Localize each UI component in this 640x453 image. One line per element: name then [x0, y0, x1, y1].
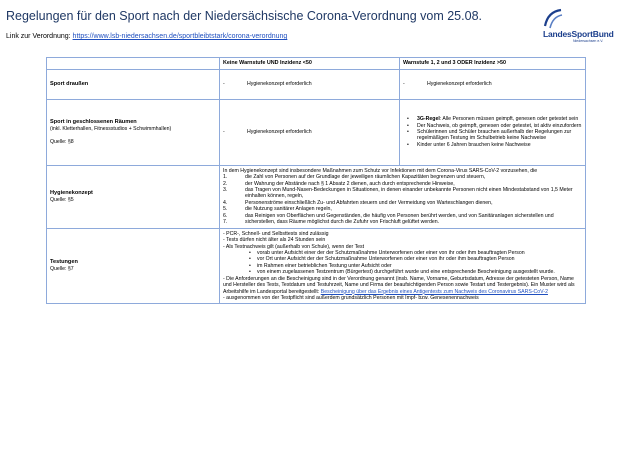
- list-item: 1. die Zahl von Personen auf der Grundlage der jeweiligen räumlichen Kapazitäten begrenzen und steuern,: [223, 174, 486, 181]
- list-item: • Der Nachweis, ob geimpft, genesen oder getestet, ist aktiv einzufordern: [415, 123, 582, 129]
- regulation-link-line: [6, 33, 287, 40]
- list-item: • von einem zugelassenen Testzentrum (Bürgertest) durchgeführt wurde und eine entsprechende Bescheinigung ausgestellt wurde.: [257, 269, 582, 275]
- header-warning-levels: Warnstufe 1, 2 und 3 ODER Inzidenz >50: [400, 58, 586, 70]
- row-label: Sport in geschlossenen Räumen: [50, 119, 137, 126]
- table-header-row: [47, 58, 586, 70]
- list-item: • im Rahmen einer betrieblichen Testung unter Aufsicht oder: [257, 263, 582, 269]
- list-item: 2. der Wahrung der Abstände nach § 1 Absatz 2 dienen, auch durch entsprechende Hinweise,: [223, 180, 455, 187]
- row-source: Quelle: §7: [50, 266, 74, 273]
- table-row-hygiene: [47, 165, 586, 228]
- logo-text: LandesSportBund: [543, 29, 614, 39]
- link-prefix: Link zur Verordnung:: [6, 33, 73, 40]
- row-label-cell: [47, 69, 220, 99]
- list-item: 3. das Tragen von Mund-Nasen-Bedeckungen in Situationen, in denen einander unbekannte Personen nicht einen Mindestabstand von 1,5 Meter einhalten können, regeln,: [223, 187, 573, 200]
- testing-line: - Tests dürfen nicht älter als 24 Stunden sein: [223, 237, 326, 244]
- table-row-sport-outdoor: [47, 69, 586, 99]
- table-row-sport-indoor: [47, 99, 586, 165]
- testing-certificate-para: - Die Anforderungen an die Bescheinigung sind in der Verordnung genannt (insb. Name, Vorname, Geburtsdatum, Adresse der getesteten Person, Name und Hersteller des Tests, Testdatum und Testuhrzeit, Name und Firma der beaufsichtigenden Person sowie Testart und Testergebnis). Ein Muster wird als Arbeitshilfe im Landesportal bereitgestellt: Bescheinigung über das Ergebnis eines Antigentests zum Nachweis des Coronavirus SARS-CoV-2: [223, 275, 575, 295]
- row-source: Quelle: §5: [50, 196, 74, 203]
- row-label: Hygienekonzept: [50, 189, 93, 196]
- row-label-cell: [47, 228, 220, 304]
- list-item: 7. sicherstellen, dass Räume möglichst durch die Zufuhr von Frischluft gelüftet werden.: [223, 219, 440, 226]
- testing-exemption: - ausgenommen von der Testpflicht sind außerdem grundsätzlich Personen mit Impf- bzw. Genesenennachweis: [223, 295, 479, 302]
- logo-swoosh-icon: [541, 8, 563, 30]
- table-row-testing: [47, 228, 586, 304]
- cell-text: Hygienekonzept erforderlich: [427, 80, 492, 87]
- testing-sublist: [223, 250, 582, 276]
- header-empty-cell: [47, 58, 220, 70]
- row-label-sub: (inkl. Kletterhallen, Fitnessstudios + Schwimmhallen): [50, 126, 172, 132]
- list-item: • 3G-Regel: Alle Personen müssen geimpft, genesen oder getestet sein: [415, 116, 582, 122]
- certificate-template-link[interactable]: Bescheinigung über das Ergebnis eines Antigentests zum Nachweis des Coronavirus SARS-CoV-2: [320, 288, 548, 295]
- list-item: • vor Ort unter Aufsicht der der Schutzmaßnahme Unterworfenen oder einer von ihr oder ihm beauftragten Person: [257, 256, 582, 262]
- list-item: 5. die Nutzung sanitärer Anlagen regeln,: [223, 206, 332, 213]
- list-item: • vorab unter Aufsicht einer der der Schutzmaßnahme Unterworfenen oder einer von ihr oder ihm beauftragten Person: [257, 250, 582, 256]
- rule-3g-label: 3G-Regel: [417, 116, 440, 123]
- cell-text: Hygienekonzept erforderlich: [247, 128, 312, 135]
- hygiene-intro: In dem Hygienekonzept sind insbesondere Maßnahmen zum Schutz vor Infektionen mit dem Corona-Virus SARS-CoV-2 vorzusehen, die: [223, 167, 538, 174]
- row-label: Sport draußen: [50, 80, 89, 87]
- list-item: • Kinder unter 6 Jahren brauchen keine Nachweise: [415, 142, 582, 148]
- testing-line: - Als Testnachweis gilt (außerhalb von Schule), wenn der Test: [223, 243, 365, 250]
- page-title: Regelungen für den Sport nach der Niedersächsische Corona-Verordnung vom 25.08.: [6, 9, 482, 23]
- cell-hygiene-content: [220, 165, 586, 228]
- header-no-warning: Keine Warnstufe UND Inzidenz <50: [220, 58, 400, 70]
- list-item: • Schülerinnen und Schüler brauchen außerhalb der Regelungen zur regelmäßigen Testung im Schulbetrieb keine Nachweise: [415, 129, 582, 142]
- regulation-link[interactable]: https://www.lsb-niedersachsen.de/sportbleibtstark/corona-verordnung: [72, 33, 288, 40]
- testing-line: - PCR-, Schnell- und Selbsttests sind zulässig: [223, 230, 329, 237]
- cell-testing-content: [220, 228, 586, 304]
- cell-outdoor-no-warning: - Hygienekonzept erforderlich: [220, 69, 400, 99]
- regulations-table: [46, 57, 586, 304]
- row-label: Testungen: [50, 259, 78, 266]
- cell-outdoor-warning: - Hygienekonzept erforderlich: [400, 69, 586, 99]
- hygiene-list: [223, 174, 582, 226]
- cell-text: Hygienekonzept erforderlich: [247, 80, 312, 87]
- lsb-logo: [533, 8, 633, 50]
- list-item: 6. das Reinigen von Oberflächen und Gegenständen, die häufig von Personen berührt werden, und von Sanitäranlagen sicherstellen und: [223, 212, 554, 219]
- list-item: 4. Personenströme einschließlich Zu- und Abfahrten steuern und der Vermeidung von Warteschlangen dienen,: [223, 199, 493, 206]
- logo-subtext: Niedersachsen e.V.: [573, 39, 604, 43]
- row-label-cell: [47, 165, 220, 228]
- cell-indoor-warning: [400, 99, 586, 165]
- row-label-cell: [47, 99, 220, 165]
- row-source: Quelle: §8: [50, 138, 74, 145]
- cell-indoor-no-warning: - Hygienekonzept erforderlich: [220, 99, 400, 165]
